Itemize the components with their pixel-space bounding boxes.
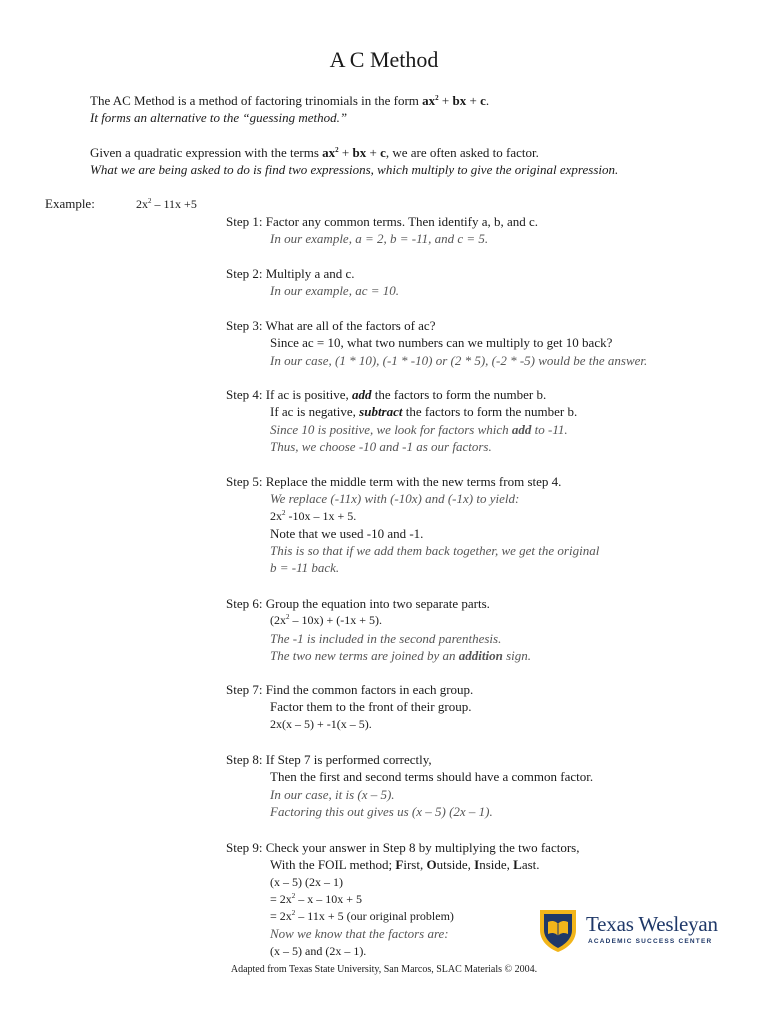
step-9-line [226,856,579,873]
step-2 [226,265,399,300]
step-6-line [226,647,531,664]
step-7-line: Factor them to the front of their group. [270,699,472,715]
step-9-text: – x – 10x + 5 [295,891,363,906]
foil-letter: F [395,857,404,873]
step-3 [226,317,647,369]
example-label: Example: [45,196,95,211]
footer-credit: Adapted from Texas State University, San Marcos, SLAC Materials © 2004. [230,964,538,975]
step-4-text: the factors to form the number b. [371,387,547,402]
example-expression: $2x^2 - 11x +5$ [136,197,197,211]
step-4-text: If ac is negative, [270,404,360,420]
step-5-line: b = -11 back. [270,560,340,576]
step-9-line: = $2x^2 - x - 10x + 5$ [270,891,363,906]
step-9-text: irst, [403,857,427,873]
step-5-text: 2x [270,508,282,523]
step-5-line: Note that we used -10 and -1. [270,525,424,541]
step-9 [226,839,579,960]
step-1 [226,213,538,248]
step-4-text: Since 10 is positive, we look for factors which [270,421,512,437]
step-5-line: $2x^2$ -10x – 1x + 5. [270,508,357,523]
intro-line-1: The AC Method is a method of factoring trinomials in the form $ax^2$ + bx + c. [90,93,490,108]
intro-text: The AC Method is a method of factoring trinomials in the form [90,93,423,108]
step-8-heading: Step 8: If Step 7 is performed correctly, [226,752,432,767]
foil-letter: O [426,857,437,873]
step-2-heading: Step 2: Multiply a and c. [226,266,355,281]
intro-text: Given a quadratic expression with the terms [90,145,323,160]
step-6 [226,595,531,664]
intro-paragraph-2 [90,144,618,178]
intro-line-4: What we are being asked to do is find two expressions, which multiply to give the original expression. [90,162,619,177]
step-9-text: With the FOIL method; [270,857,396,873]
step-8-line: In our case, it is (x – 5). [270,786,395,802]
step-4-emphasis: add [352,387,372,402]
step-7-heading: Step 7: Find the common factors in each group. [226,682,474,697]
step-9-text: = 2x [270,891,292,906]
step-7 [226,681,473,733]
step-5-text: -10x – 1x + 5. [285,508,357,523]
step-5-line: We replace (-11x) with (-10x) and (-1x) to yield: [270,491,520,507]
page-title: A C Method [329,47,439,72]
step-9-line: Now we know that the factors are: [270,926,449,942]
step-9-text: utside, [436,857,475,873]
step-9-text: = 2x [270,909,292,924]
example-expr-part: – 11x +5 [151,197,197,211]
step-4-emphasis: add [511,421,532,437]
step-4-text: the factors to form the number b. [402,404,578,420]
step-6-text: sign. [502,647,531,663]
logo-name: Texas Wesleyan [586,912,718,936]
step-9-line: (x – 5) and (2x – 1). [270,943,367,958]
step-3-line: Since ac = 10, what two numbers can we multiply to get 10 back? [270,335,613,351]
step-3-heading: Step 3: What are all of the factors of ac? [226,318,436,333]
texas-wesleyan-logo [538,906,728,956]
step-6-text: – 10x) + (-1x + 5). [289,613,383,628]
intro-line-2: It forms an alternative to the “guessing method.” [90,110,348,125]
step-9-line: = $2x^2 - 11x + 5$ (our original problem) [270,909,454,924]
step-1-heading: Step 1: Factor any common terms. Then identify a, b, and c. [226,214,539,229]
step-8 [226,751,593,820]
step-8-line: Then the first and second terms should have a common factor. [270,769,594,785]
step-6-text: The two new terms are joined by an [270,647,459,663]
step-5-heading: Step 5: Replace the middle term with the new terms from step 4. [226,474,562,489]
step-1-line: In our example, a = 2, b = -11, and c = 5. [270,231,489,247]
step-9-line: (x – 5) (2x – 1) [270,874,343,889]
step-2-line: In our example, ac = 10. [270,283,399,299]
step-5 [226,473,599,577]
step-4-text: Step 4: If ac is positive, [226,387,353,402]
foil-letter: I [474,857,480,873]
shield-icon [538,908,578,954]
logo-subtitle: ACADEMIC SUCCESS CENTER [588,938,713,945]
example-expr-part: 2x [136,197,148,211]
step-5-line: This is so that if we add them back together, we get the original [270,543,600,559]
intro-line-3: Given a quadratic expression with the terms $ax^2$ + bx + c, we are often asked to factor. [90,145,539,160]
step-6-heading: Step 6: Group the equation into two separate parts. [226,596,490,611]
step-6-text: (2x [270,613,286,628]
step-6-line: $(2x^2 - 10x) + (-1x + 5)$. [270,613,383,628]
foil-letter: L [513,857,522,873]
step-4-heading [226,386,577,403]
step-6-emphasis: addition [458,647,503,663]
step-4-line [226,421,577,438]
intro-paragraph-1 [90,92,489,126]
step-3-line: In our case, (1 * 10), (-1 * -10) or (2 * 5), (-2 * -5) would be the answer. [270,352,648,368]
step-9-text: nside, [479,857,514,873]
step-9-text: ast. [521,857,540,873]
step-6-line: The -1 is included in the second parenthesis. [270,630,502,646]
intro-text: , we are often asked to factor. [385,145,539,160]
step-4-text: to -11. [531,421,568,437]
step-4-emphasis: subtract [359,404,403,420]
step-9-heading: Step 9: Check your answer in Step 8 by multiplying the two factors, [226,840,580,855]
step-7-line: 2x(x – 5) + -1(x – 5). [270,716,372,731]
step-4-line: Thus, we choose -10 and -1 as our factors. [270,438,492,454]
step-4 [226,386,577,455]
step-8-line: Factoring this out gives us (x – 5) (2x – 1). [270,803,493,819]
step-9-text: – 11x + 5 (our original problem) [295,909,454,924]
step-4-line [226,403,577,420]
